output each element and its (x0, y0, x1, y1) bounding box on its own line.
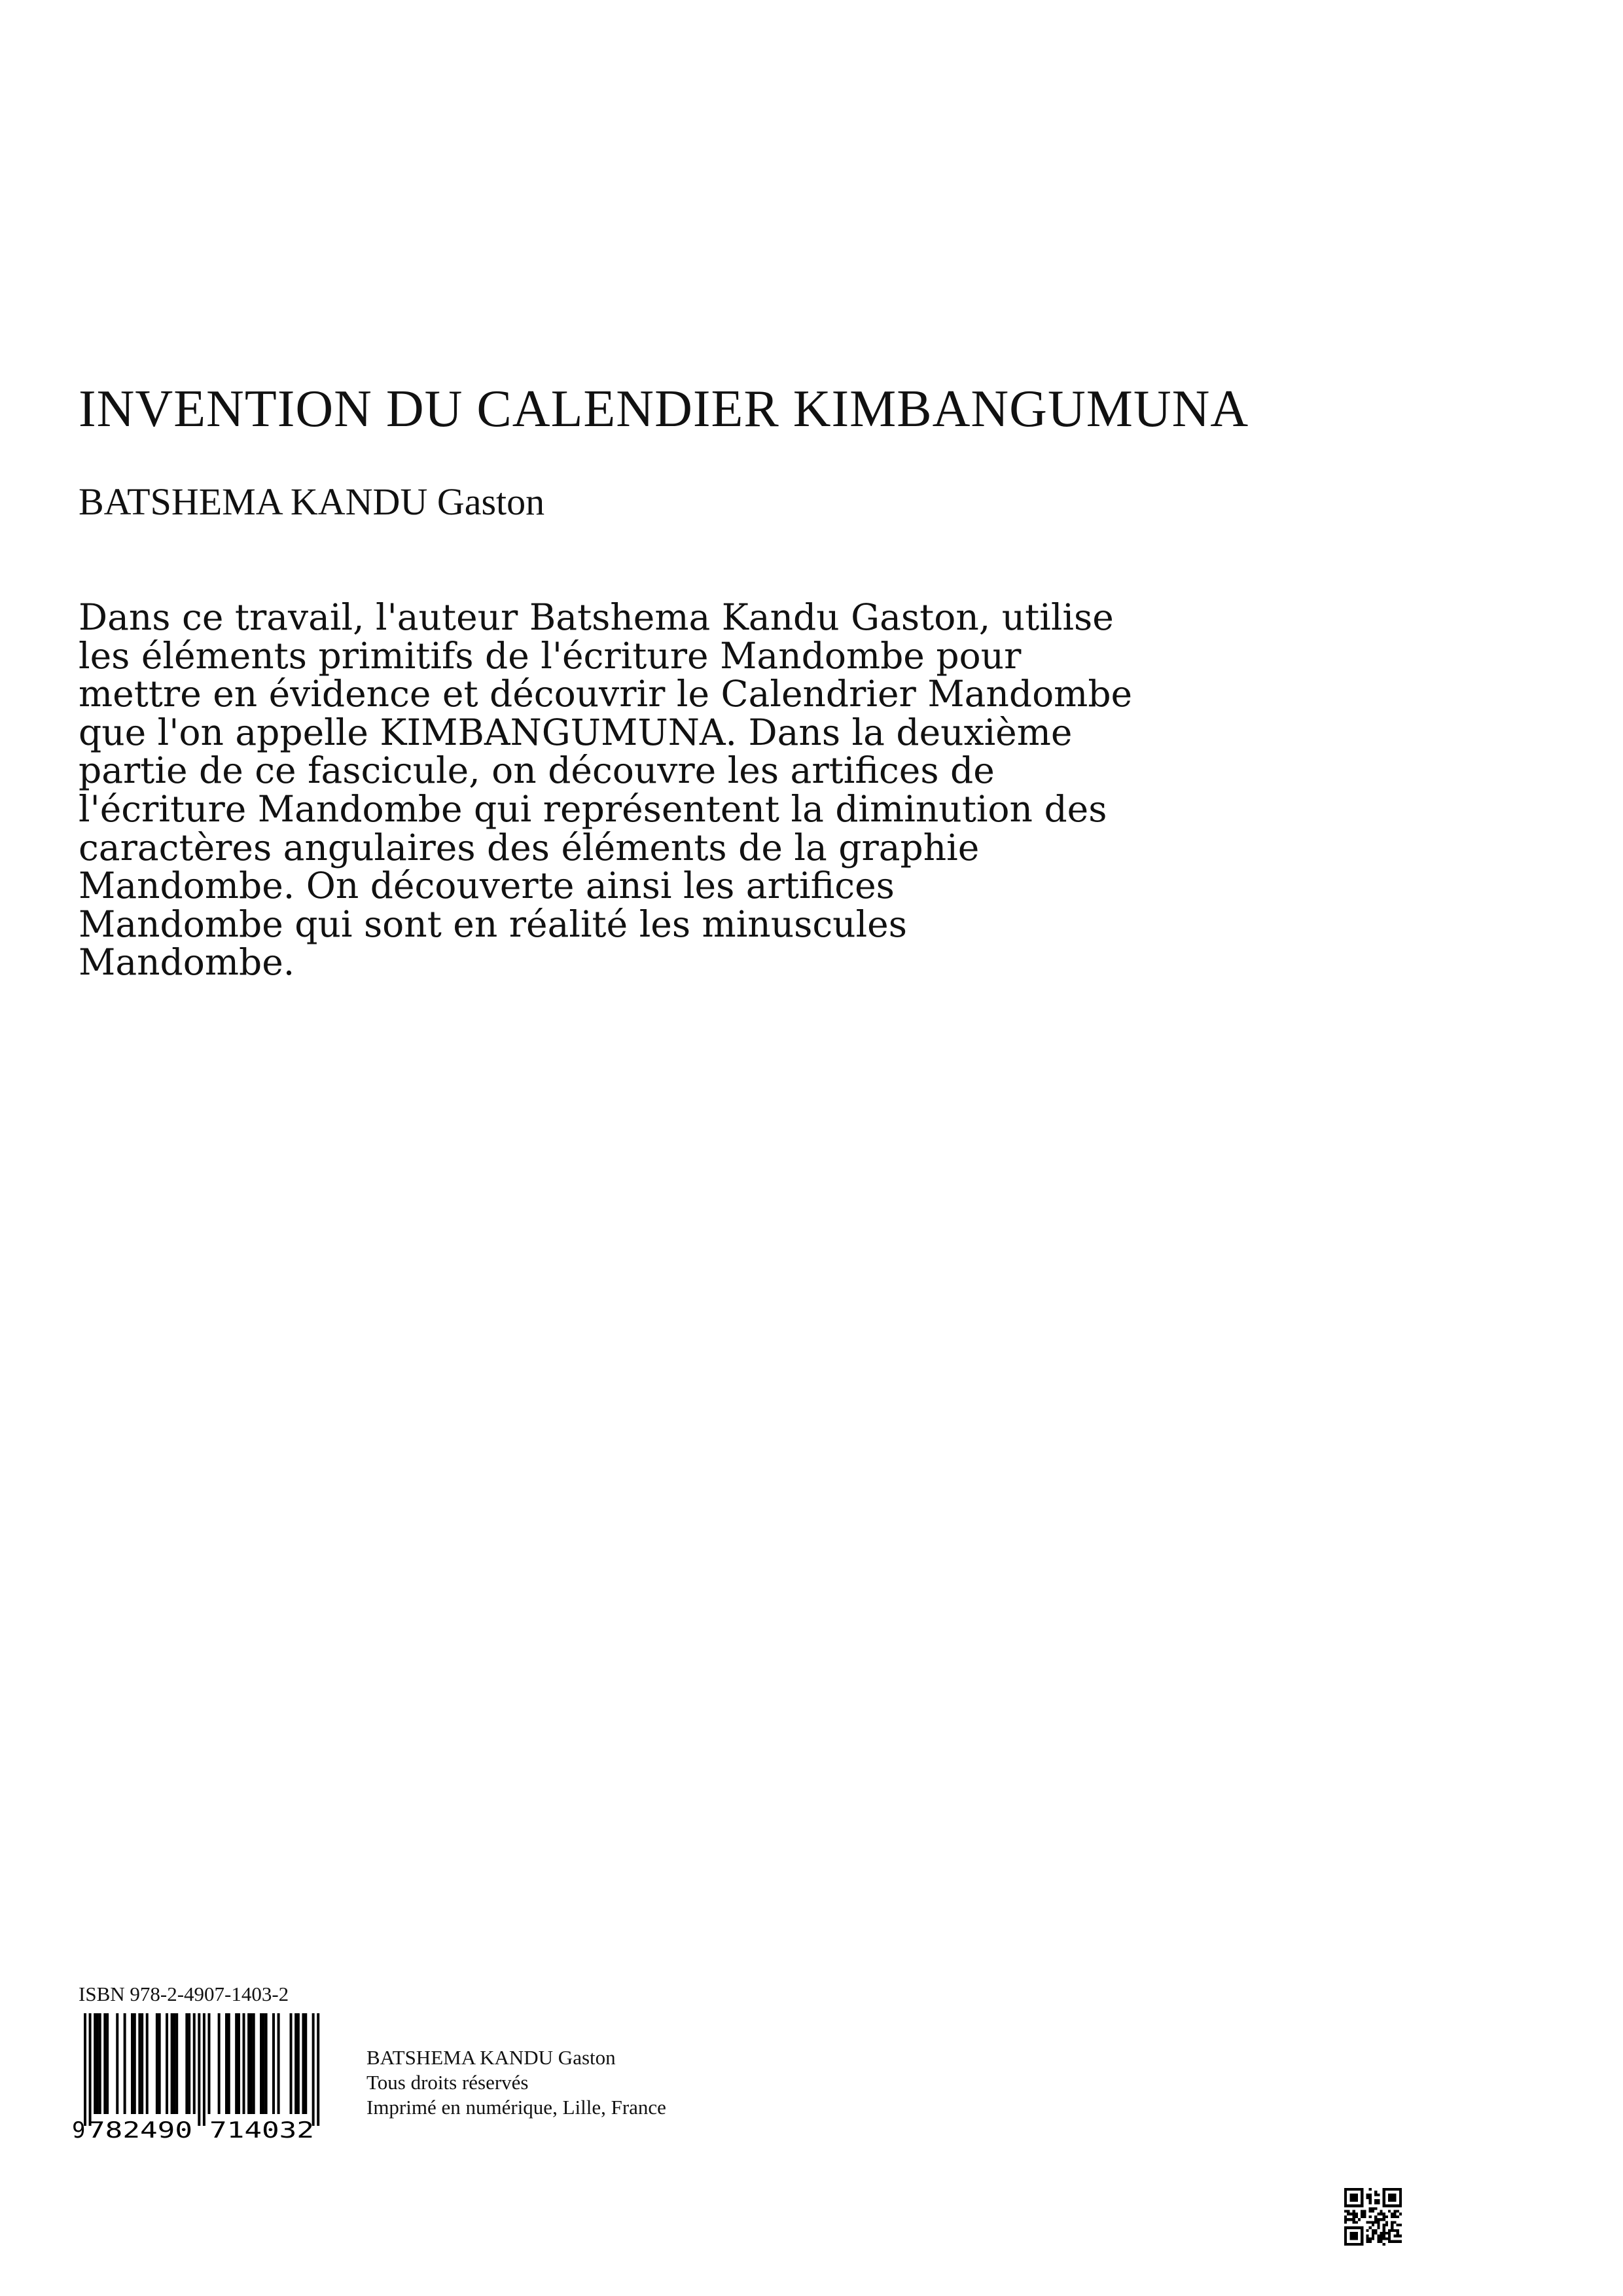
imprint-rights: Tous droits réservés (366, 2071, 529, 2094)
barcode-bar (235, 2013, 238, 2114)
barcode-bar (138, 2013, 141, 2114)
barcode-bar (116, 2013, 118, 2114)
barcode-bar (260, 2013, 262, 2114)
blurb-line: Mandombe. On découverte ainsi les artifices (79, 865, 895, 907)
barcode-bar (173, 2013, 175, 2114)
barcode-bar (106, 2013, 109, 2114)
barcode-left-digits: 782490 (88, 2117, 192, 2140)
barcode-bar (198, 2013, 200, 2126)
barcode-lead-digit: 9 (72, 2117, 86, 2140)
barcode-bar (158, 2013, 161, 2114)
blurb-line: Mandombe qui sont en réalité les minuscules (79, 903, 907, 945)
barcode-bar (146, 2013, 149, 2114)
barcode-bar (277, 2013, 280, 2114)
barcode-bar (253, 2013, 255, 2114)
barcode-bar (188, 2013, 190, 2114)
book-author: BATSHEMA KANDU Gaston (79, 480, 545, 523)
barcode-right-digits: 714032 (209, 2117, 314, 2140)
barcode-bar (103, 2013, 106, 2114)
barcode-bar (175, 2013, 178, 2114)
blurb-line: les éléments primitifs de l'écriture Mandombe pour (79, 634, 1022, 677)
barcode-bar (262, 2013, 265, 2114)
blurb-line: partie de ce fascicule, on découvre les artifices de (79, 749, 995, 792)
barcode-bar (99, 2013, 101, 2114)
qr-code-icon (1344, 2188, 1402, 2246)
barcode-bar (302, 2013, 304, 2114)
barcode-bar (96, 2013, 99, 2114)
barcode-bar (265, 2013, 268, 2114)
barcode-bar (304, 2013, 307, 2114)
barcode-bar (317, 2013, 319, 2126)
blurb-line: l'écriture Mandombe qui représentent la diminution des (79, 787, 1107, 830)
blurb-line: mettre en évidence et découvrir le Calendrier Mandombe (79, 673, 1133, 715)
imprint-author: BATSHEMA KANDU Gaston (366, 2046, 616, 2069)
barcode-bar (84, 2013, 86, 2126)
barcode-bar (238, 2013, 240, 2114)
barcode-bar (89, 2013, 92, 2126)
back-cover-blurb (79, 598, 1132, 982)
imprint-block (366, 2045, 666, 2120)
barcode-bar (272, 2013, 275, 2114)
barcode-bar (294, 2013, 297, 2114)
barcode-bar (243, 2013, 245, 2114)
barcode-bar (312, 2013, 315, 2126)
barcode-bar (171, 2013, 173, 2114)
barcode-icon (65, 2009, 327, 2140)
barcode-bar (203, 2013, 205, 2126)
blurb-line: Dans ce travail, l'auteur Batshema Kandu Gaston, utilise (79, 596, 1114, 638)
barcode-bar (141, 2013, 143, 2114)
barcode-bar (193, 2013, 196, 2114)
barcode-bar (156, 2013, 158, 2114)
book-title: INVENTION DU CALENDIER KIMBANGUMUNA (79, 380, 1249, 438)
barcode-bar (94, 2013, 96, 2114)
barcode-bar (134, 2013, 136, 2114)
barcode-bar (250, 2013, 253, 2114)
barcode-bar (166, 2013, 168, 2114)
barcode-bar (297, 2013, 300, 2114)
barcode-bar (218, 2013, 221, 2114)
barcode-bar (225, 2013, 228, 2114)
barcode-bar (131, 2013, 134, 2114)
blurb-line: Mandombe. (79, 941, 295, 984)
barcode-bar (207, 2013, 210, 2114)
barcode-bar (290, 2013, 293, 2114)
barcode-bar (124, 2013, 126, 2114)
blurb-line: que l'on appelle KIMBANGUMUNA. Dans la deuxième (79, 711, 1073, 753)
barcode-bar (228, 2013, 230, 2114)
imprint-printed: Imprimé en numérique, Lille, France (366, 2096, 666, 2119)
isbn-label: ISBN 978-2-4907-1403-2 (79, 1982, 289, 2005)
barcode-bar (185, 2013, 188, 2114)
blurb-line: caractères angulaires des éléments de la graphie (79, 826, 980, 869)
barcode-bar (247, 2013, 250, 2114)
